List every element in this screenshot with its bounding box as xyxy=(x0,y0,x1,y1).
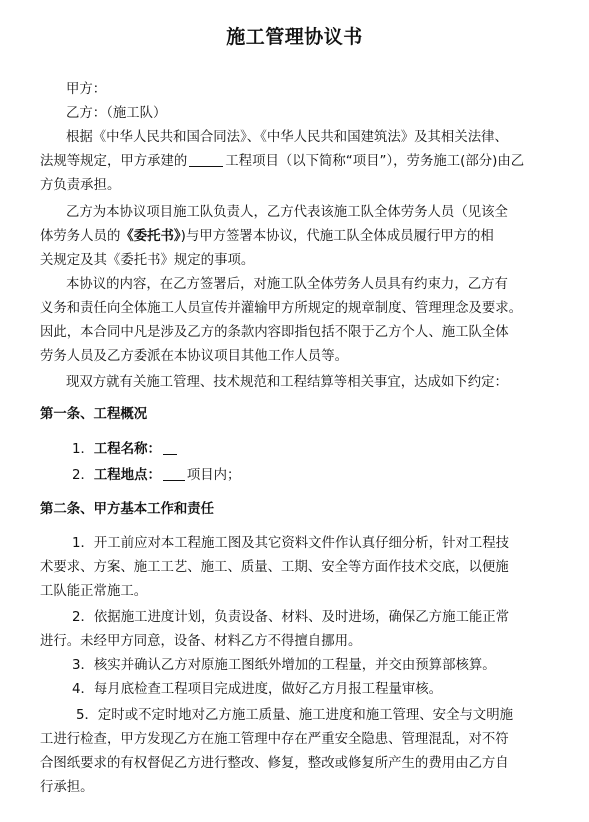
section-2-item-2-line-2: 进行。未经甲方同意，设备、材料乙方不得擅自挪用。 xyxy=(40,634,362,649)
paragraph-4: 现双方就有关施工管理、技术规范和工程结算等相关事宜，达成如下约定： xyxy=(66,375,508,390)
section-1-heading: 第一条、工程概况 xyxy=(40,407,148,422)
section-2-item-4: 4．每月底检查工程项目完成进度，做好乙方月报工程量审核。 xyxy=(72,682,443,697)
section-1-item-2: 2．工程地点： 项目内； xyxy=(72,468,241,483)
section-2-item-1-line-2: 术要求、方案、施工工艺、施工、质量、工期、安全等方面作技术交底，以便施 xyxy=(40,560,509,575)
paragraph-3-line-3: 因此，本合同中凡是涉及乙方的条款内容即指包括不限于乙方个人、施工队全体 xyxy=(40,325,509,340)
paragraph-3-line-2: 义务和责任向全体施工人员宣传并灌输甲方所规定的规章制度、管理理念及要求。 xyxy=(40,301,523,316)
document-title: 施工管理协议书 xyxy=(226,26,363,48)
section-2-item-5-line-2: 工进行检查，甲方发现乙方在施工管理中存在严重安全隐患、管理混乱，对不符 xyxy=(40,732,509,747)
party-b-line: 乙方：（施工队） xyxy=(66,106,167,121)
section-2-heading: 第二条、甲方基本工作和责任 xyxy=(40,502,215,517)
section-2-item-3: 3．核实并确认乙方对原施工图纸外增加的工程量，并交由预算部核算。 xyxy=(72,658,496,673)
paragraph-2-line-2: 体劳务人员的《委托书》)与甲方签署本协议，代施工队全体成员履行甲方的相 xyxy=(40,229,494,244)
blank-project-name xyxy=(189,152,223,167)
paragraph-2-line-3: 关规定及其《委托书》规定的事项。 xyxy=(40,253,255,268)
paragraph-1-line-2: 法规等规定，甲方承建的 工程项目（以下简称“项目”），劳务施工(部分)由乙 xyxy=(40,154,525,169)
section-2-item-2-line-1: 2．依据施工进度计划，负责设备、材料、及时进场，确保乙方施工能正常 xyxy=(72,610,510,625)
paragraph-1-line-3: 方负责承担。 xyxy=(40,178,121,193)
section-2-item-1-line-3: 工队能正常施工。 xyxy=(40,584,148,599)
section-2-item-1-line-1: 1．开工前应对本工程施工图及其它资料文件作认真仔细分析，针对工程技 xyxy=(72,536,510,551)
section-1-item-1: 1．工程名称： xyxy=(72,440,553,460)
paragraph-1-line-1: 根据《中华人民共和国合同法》、《中华人民共和国建筑法》及其相关法律、 xyxy=(66,130,508,145)
party-a-line: 甲方： xyxy=(66,82,107,97)
section-2-item-5-line-4: 行承担。 xyxy=(40,780,94,795)
paragraph-3-line-1: 本协议的内容，在乙方签署后，对施工队全体劳务人员具有约束力，乙方有 xyxy=(66,277,508,292)
paragraph-3-line-4: 劳务人员及乙方委派在本协议项目其他工作人员等。 xyxy=(40,349,348,364)
blank-project-title xyxy=(163,440,177,455)
paragraph-2-line-1: 乙方为本协议项目施工队负责人，乙方代表该施工队全体劳务人员（见该全 xyxy=(66,205,508,220)
section-2-item-5-line-1: 5．定时或不定时地对乙方施工质量、施工进度和施工管理、安全与文明施 xyxy=(76,708,514,723)
blank-project-location xyxy=(163,466,185,481)
section-2-item-5-line-3: 合图纸要求的有权督促乙方进行整改、修复，整改或修复所产生的费用由乙方自 xyxy=(40,756,509,771)
